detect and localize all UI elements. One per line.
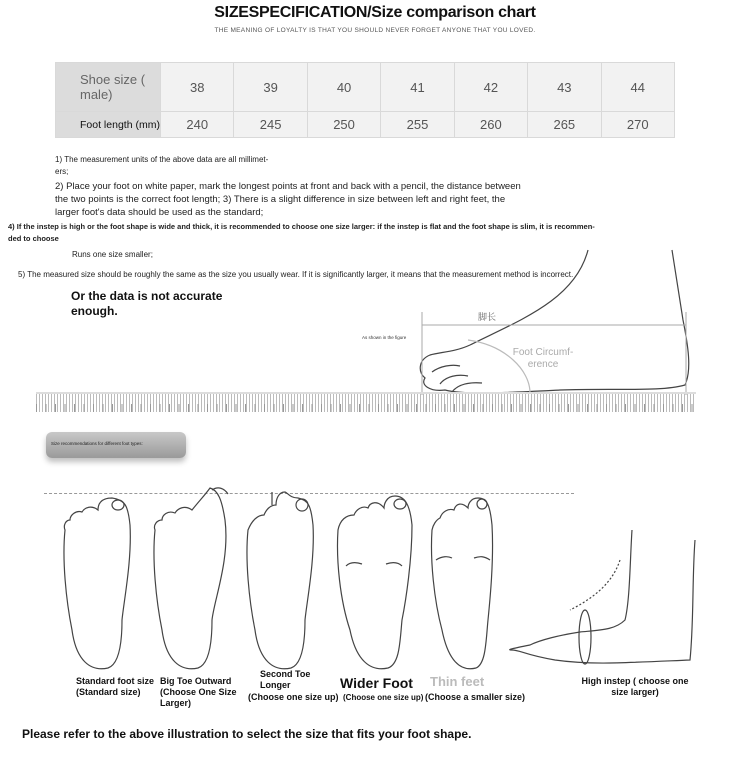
page-title: SIZESPECIFICATION/Size comparison chart <box>214 4 536 21</box>
length-label: 脚长 <box>478 312 497 322</box>
table-cell: 250 <box>307 112 380 138</box>
note-2b: the two points is the correct foot length; 3) There is a slight difference in size between left and right feet, the <box>55 194 506 205</box>
footer-note: Please refer to the above illustration to select the size that fits your foot shape. <box>22 727 472 741</box>
table-cell: 265 <box>528 112 601 138</box>
table-cell: 41 <box>381 63 454 112</box>
table-cell: 39 <box>234 63 307 112</box>
table-cell: 38 <box>161 63 234 112</box>
foot-label-high-instep: High instep ( choose one size larger) <box>581 676 689 697</box>
foot-label-wider <box>340 675 413 691</box>
circumference-label: Foot Circumf- erence <box>512 347 574 370</box>
note-4c: Runs one size smaller; <box>72 250 153 259</box>
row-header-shoe-size: Shoe size ( male) <box>56 63 161 112</box>
foot-label-second-toe: Second Toe Longer <box>260 669 311 690</box>
foot-label-thin <box>430 676 484 689</box>
table-cell: 44 <box>601 63 674 112</box>
table-cell: 245 <box>234 112 307 138</box>
note-1a: 1) The measurement units of the above data are all millimet- <box>55 155 269 164</box>
foot-hint-wider: (Choose one size up) <box>343 693 424 702</box>
note-5: 5) The measured size should be roughly the same as the size you usually wear. If it is significantly larger, it means that the measurement method is incorrect. <box>18 270 574 279</box>
table-cell: 270 <box>601 112 674 138</box>
standard-foot-icon <box>64 498 130 669</box>
foot-hint-second-toe: (Choose one size up) <box>248 692 339 702</box>
row-header-foot-length: Foot length (mm) <box>56 112 161 138</box>
note-4a: 4) If the instep is high or the foot shape is wide and thick, it is recommended to choose one size larger: if the instep is flat and the foot shape is slim, it is recommen- <box>8 222 595 231</box>
foot-label-wider-name: Wider Foot <box>340 675 413 691</box>
thin-foot-icon <box>431 498 492 669</box>
big-toe-outward-icon <box>154 488 228 669</box>
foot-label-standard: Standard foot size (Standard size) <box>76 676 155 697</box>
note-5b: Or the data is not accurate enough. <box>71 289 223 318</box>
foot-label-big-toe: Big Toe Outward (Choose One Size Larger) <box>160 676 237 708</box>
foot-label-thin-name: Thin feet <box>430 674 485 689</box>
wider-foot-icon <box>338 496 413 669</box>
note-2c: larger foot's data should be used as the standard; <box>55 207 264 218</box>
table-cell: 40 <box>307 63 380 112</box>
note-1b: ers; <box>55 167 69 176</box>
note-4b: ded to choose <box>8 234 59 243</box>
as-shown-label: As shown in the figure <box>362 335 407 340</box>
recommendations-banner-text: Size recommendations for different foot types: <box>51 441 143 446</box>
page-subtitle: THE MEANING OF LOYALTY IS THAT YOU SHOULD NEVER FORGET ANYONE THAT YOU LOVED. <box>214 27 536 34</box>
table-cell: 240 <box>161 112 234 138</box>
second-toe-longer-icon <box>247 492 313 669</box>
high-instep-foot-icon <box>510 530 695 664</box>
note-2a: 2) Place your foot on white paper, mark the longest points at front and back with a pencil, the distance between <box>55 181 521 192</box>
table-cell: 42 <box>454 63 527 112</box>
table-cell: 260 <box>454 112 527 138</box>
foot-hint-thin: (Choose a smaller size) <box>425 692 526 702</box>
table-cell: 43 <box>528 63 601 112</box>
table-cell: 255 <box>381 112 454 138</box>
